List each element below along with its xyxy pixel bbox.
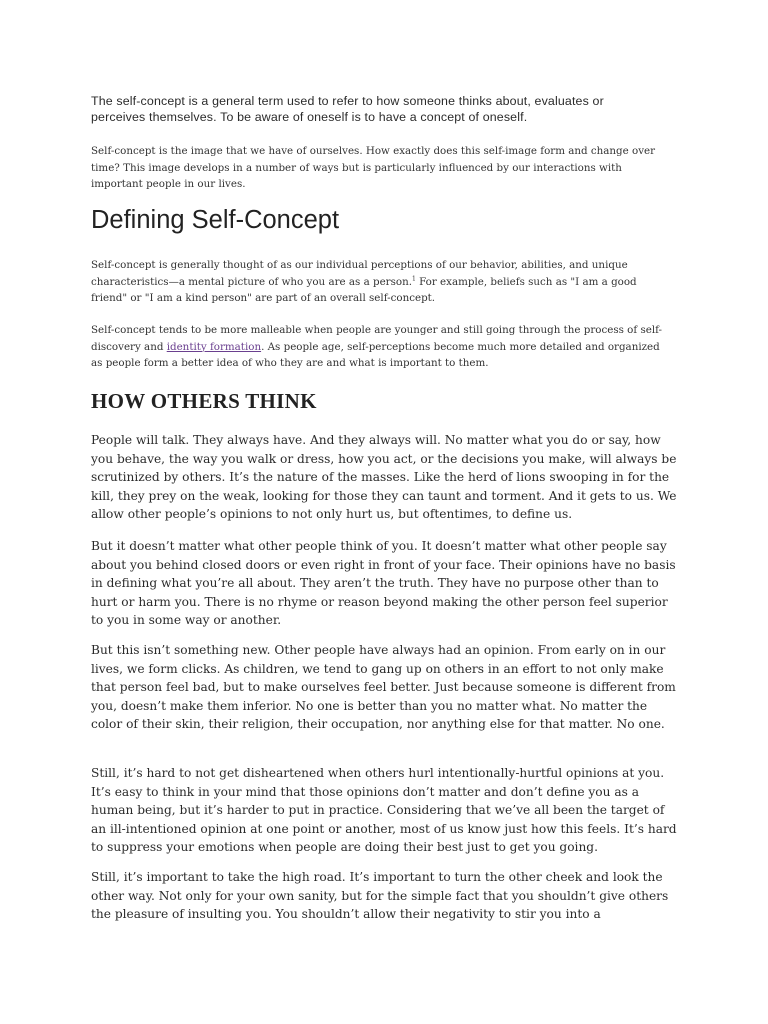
body-paragraph: People will talk. They always have. And they always will. No matter what you do or say, how you behave, the way you walk or dress, how you act, or the decisions you make, will always be scrutinized by others. It’s the nature of the masses. Like the herd of lions swooping in for the kill, they prey on the weak, looking for those they can taunt and torment. And it gets to us. We allow other people’s opinions to not only hurt us, but oftentimes, to define us. [91,433,677,522]
intro-paragraph-1: The self-concept is a general term used to refer to how someone thinks about, evaluates or perceives themselves. To be aware of oneself is to have a concept of oneself. [91,94,604,124]
identity-formation-link[interactable]: identity formation [166,340,262,353]
section-heading-defining-self-concept: Defining Self-Concept [91,206,340,234]
body-paragraph: Still, it’s hard to not get disheartened when others hurl intentionally-hurtful opinions at you. It’s easy to think in your mind that those opinions don’t matter and don’t define you as a human being, but it’s harder to put in practice. Considering that we’ve all been the target of an ill-intentioned opinion at one point or another, most of us know just how this feels. It’s hard to suppress your emotions when people are doing their best just to get you going. [91,766,677,855]
defining-paragraph-1-text: Self-concept is generally thought of as our individual perceptions of our behavior, abilities, and unique characteristics—a mental picture of who you are as a person. [91,259,628,288]
defining-paragraph-1 [91,257,671,307]
body-paragraph: But it doesn’t matter what other people think of you. It doesn’t matter what other people say about you behind closed doors or even right in front of your face. Their opinions have no basis in defining what you’re all about. They aren’t the truth. They have no purpose other than to hurt or harm you. There is no rhyme or reason beyond making the other person feel superior to you in some way or another. [91,539,676,628]
defining-paragraph-2-text: Self-concept tends to be more malleable when people are younger and still going through the process of self-discovery and [91,324,663,353]
intro-paragraph-2: Self-concept is the image that we have of ourselves. How exactly does this self-image form and change over time? This image develops in a number of ways but is particularly influenced by our interactions with important people in our lives. [91,145,656,190]
defining-paragraph-2-text-cont: . As people age, self-perceptions become much more detailed and organized as people form a better idea of who they are and what is important to them. [91,340,660,369]
body-paragraph: But this isn’t something new. Other people have always had an opinion. From early on in our lives, we form clicks. As children, we tend to gang up on others in an effort to not only make that person feel bad, but to make ourselves feel better. Just because someone is different from you, doesn’t make them inferior. No one is better than you no matter what. No matter the color of their skin, their religion, their occupation, nor anything else for that matter. No one. [91,643,676,732]
body-paragraph: Still, it’s important to take the high road. It’s important to turn the other cheek and look the other way. Not only for your own sanity, but for the simple fact that you shouldn’t give others the pleasure of insulting you. You shouldn’t allow their negativity to stir you into a [91,870,669,922]
defining-paragraph-2 [91,322,671,372]
footnote-marker: 1 [411,275,416,283]
defining-paragraph-1-text-cont: For example, beliefs such as "I am a good friend" or "I am a kind person" are part of an overall self-concept. [91,275,637,304]
section-heading-how-others-think: HOW OTHERS THINK [91,389,317,413]
